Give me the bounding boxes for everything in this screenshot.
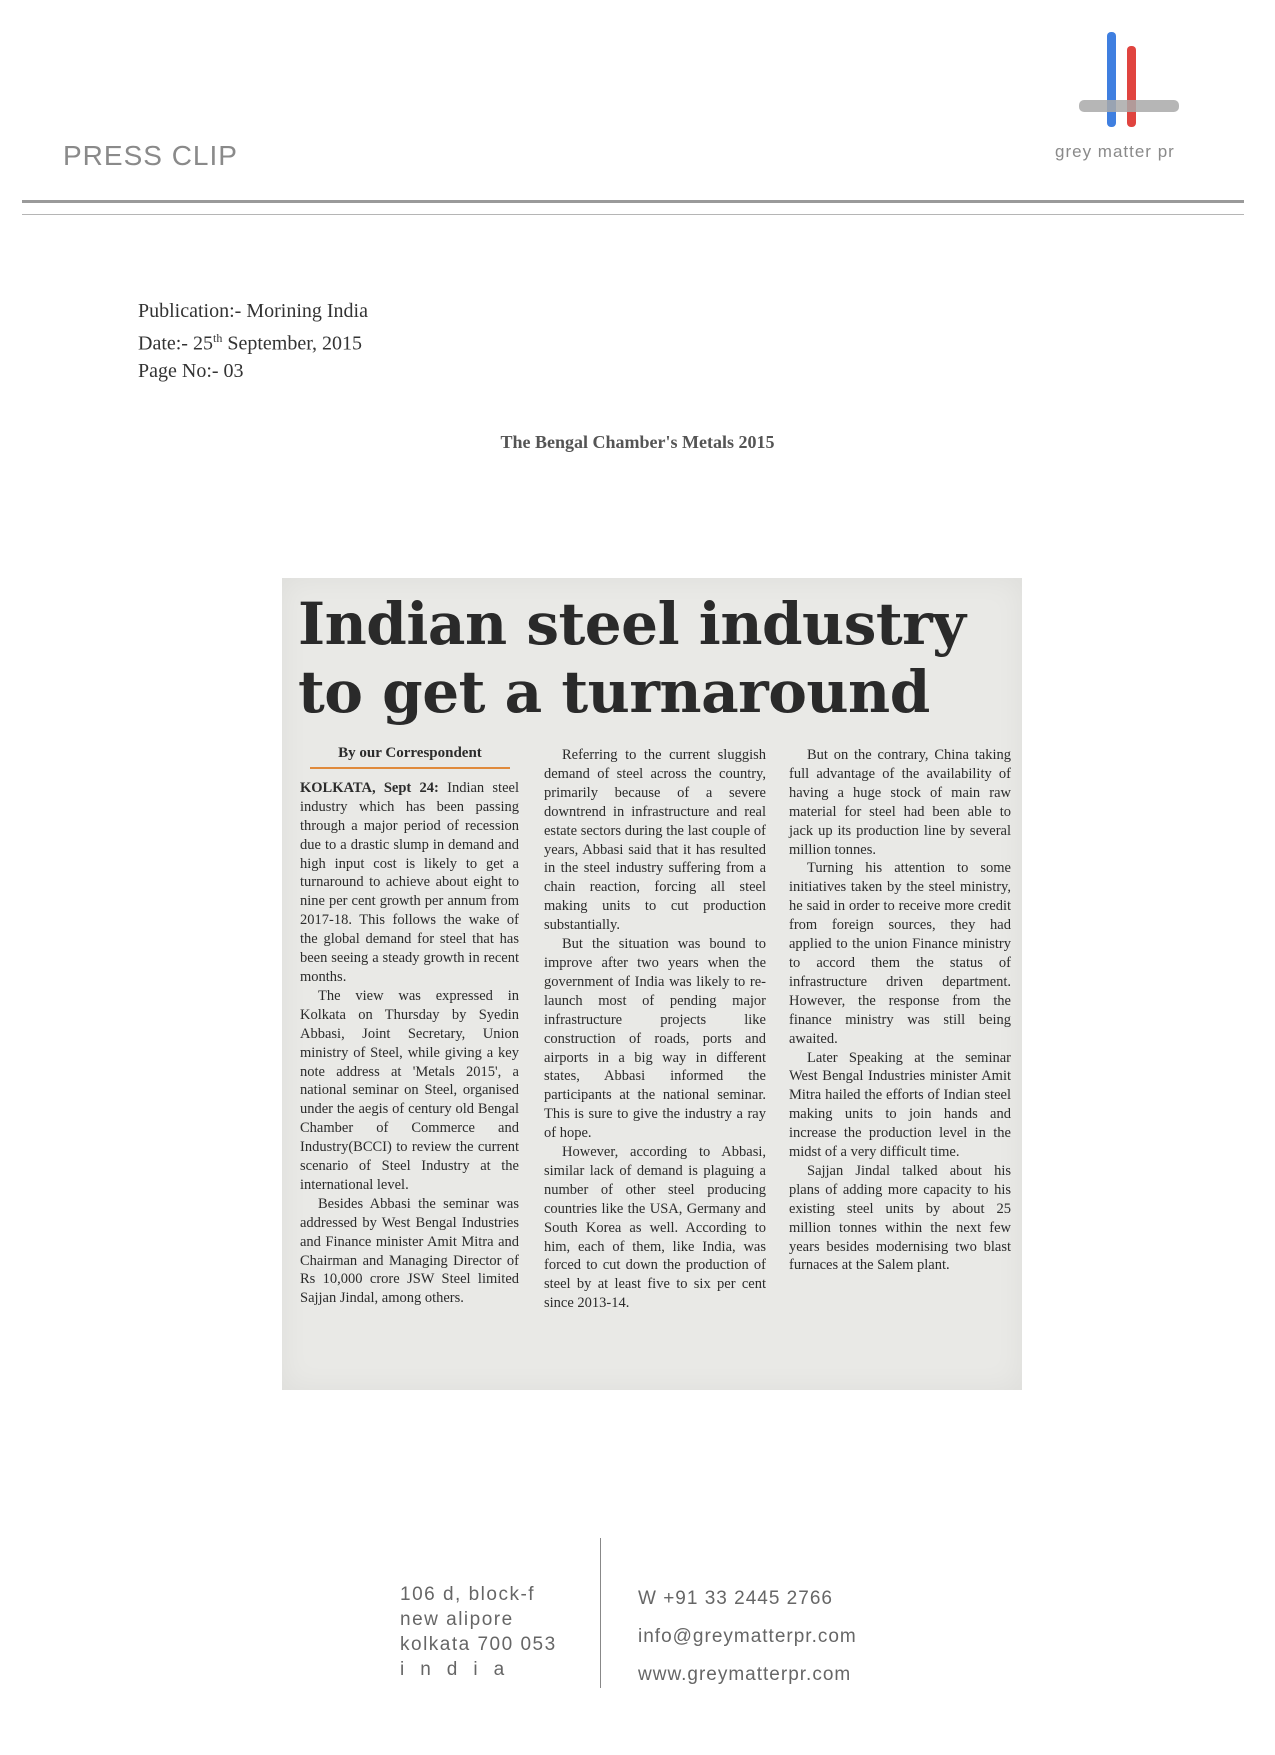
- article-column-3: [789, 746, 1011, 1275]
- publication-meta: [138, 298, 368, 385]
- article-paragraph: But on the contrary, China taking full advantage of the availability of having a huge stock of main raw material for steel had been able to jack up its production line by several million tonnes.: [789, 747, 1011, 858]
- header-rule-thin: [22, 214, 1244, 215]
- header-rule: [22, 200, 1244, 203]
- page-number-line: Page No:- 03: [138, 359, 244, 382]
- section-title: The Bengal Chamber's Metals 2015: [500, 432, 775, 452]
- article-paragraph: But the situation was bound to improve after two years when the government of India was likely to re-launch most of pending major infrastructure projects like construction of roads, ports and airports in a big way in different states, Abbasi informed the participants at the national seminar. This is sure to give the industry a ray of hope.: [544, 936, 766, 1142]
- article-headline: Indian steel industry to get a turnaround: [298, 590, 966, 726]
- article-paragraph: Turning his attention to some initiatives taken by the steel ministry, he said in order to receive more credit from foreign sources, they had applied to the union Finance ministry to accord them the status of infrastructure driven department. However, the response from the finance ministry was still being awaited.: [789, 860, 1011, 1047]
- article-column-2: [544, 746, 766, 1313]
- footer-email-link[interactable]: info@greymatterpr.com: [638, 1626, 857, 1647]
- date-line: Date:- 25th September, 2015: [138, 331, 363, 355]
- article-paragraph: Sajjan Jindal talked about his plans of adding more capacity to his existing steel units by about 25 million tonnes within the next few years besides modernising two blast furnaces at the Salem plant.: [789, 1162, 1011, 1274]
- article-paragraph: Besides Abbasi the seminar was addressed by West Bengal Industries and Finance minister Amit Mitra and Chairman and Managing Director of Rs 10,000 crore JSW Steel limited Sajjan Jindal, among others.: [300, 1195, 519, 1307]
- article-paragraph: However, according to Abbasi, similar lack of demand is plaguing a number of other steel producing countries like the USA, Germany and South Korea as well. According to him, each of them, like India, was forced to cut down the production of steel by at least five to six per cent since 2013-14.: [544, 1144, 766, 1312]
- article-byline: By our Correspondent: [310, 744, 510, 769]
- footer-contact: [638, 1580, 857, 1694]
- footer-address: 106 d, block-f new alipore kolkata 700 053 india: [400, 1584, 557, 1680]
- article-paragraph: Referring to the current sluggish demand of steel across the country, primarily because of a severe downtrend in infrastructure and real estate sectors during the last couple of years, Abbasi said that it has resulted in the steel industry suffering from a chain reaction, forcing all steel making units to cut production substantially.: [544, 747, 766, 934]
- article-paragraph: Later Speaking at the seminar West Bengal Industries minister Amit Mitra hailed the efforts of Indian steel making units to join hands and increase the production level in the midst of a very difficult time.: [789, 1049, 1011, 1161]
- publication-line: Publication:- Morining India: [138, 300, 368, 322]
- article-paragraph: KOLKATA, Sept 24: Indian steel industry which has been passing through a major period of recession due to a drastic slump in demand and high input cost is likely to get a turnaround to achieve about eight to nine per cent growth per annum from 2017-18. This follows the wake of the global demand for steel that has been seeing a steady growth in recent months.: [300, 779, 519, 985]
- grey-matter-logo-icon: [1075, 28, 1185, 158]
- article-dateline: KOLKATA, Sept 24:: [300, 779, 439, 796]
- brand-name: grey matter pr: [1055, 142, 1175, 161]
- footer-website-link[interactable]: www.greymatterpr.com: [638, 1664, 852, 1685]
- newspaper-clipping: [282, 578, 1022, 1390]
- footer-phone: W +91 33 2445 2766: [638, 1588, 833, 1609]
- article-column-1: [300, 744, 519, 1308]
- footer-divider: [600, 1538, 601, 1688]
- article-paragraph: The view was expressed in Kolkata on Thursday by Syedin Abbasi, Joint Secretary, Union ministry of Steel, while giving a key note address at 'Metals 2015', a national seminar on Steel, organised under the aegis of century old Bengal Chamber of Commerce and Industry(BCCI) to review the current scenario of Steel Industry at the international level.: [300, 987, 519, 1193]
- press-clip-label: PRESS CLIP: [63, 140, 238, 171]
